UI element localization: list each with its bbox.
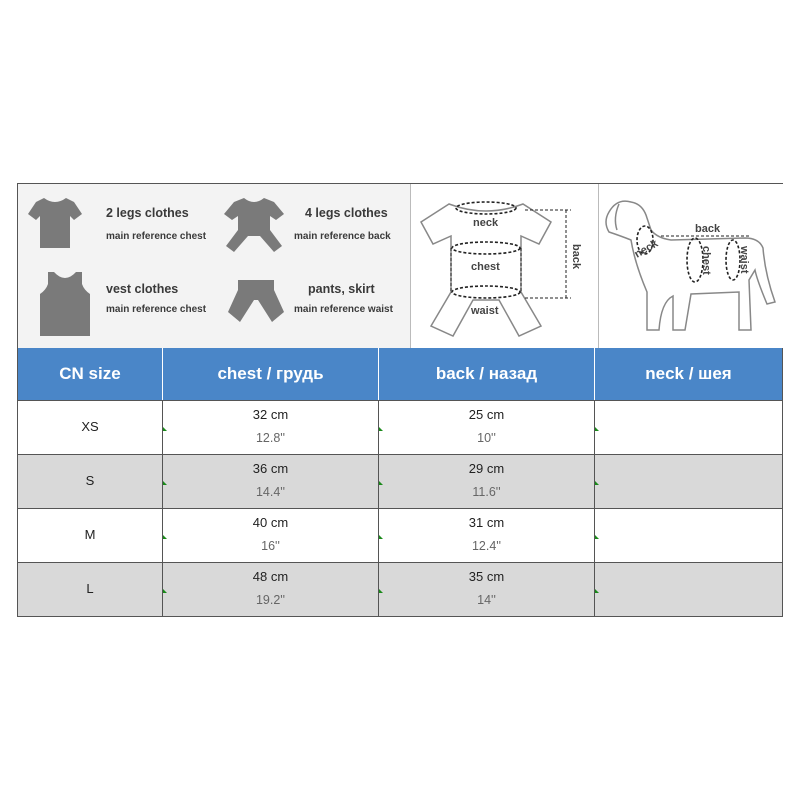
back-inch: 14'' [477, 593, 496, 607]
size-cell: L [86, 581, 94, 596]
cell-marker [595, 589, 599, 593]
chest-cm: 32 cm [252, 407, 289, 422]
neck-label: neck [473, 217, 499, 229]
garment-title: pants, skirt [308, 282, 375, 296]
chest-cm: 36 cm [252, 461, 289, 476]
back-cm: 25 cm [468, 407, 505, 422]
back-label: back [570, 244, 582, 270]
garment-subtitle: main reference chest [106, 231, 207, 242]
header-chest: chest / грудь [163, 348, 379, 400]
chest-label: chest [700, 246, 712, 275]
back-inch: 10'' [477, 431, 496, 445]
dog-diagram-panel [598, 184, 783, 348]
waist-label: waist [738, 246, 750, 274]
back-cm: 35 cm [468, 569, 505, 584]
garment-title: vest clothes [106, 282, 179, 296]
dog-measurement-diagram [599, 184, 783, 348]
chest-label: chest [471, 261, 500, 273]
pants-icon [226, 276, 286, 328]
garment-subtitle: main reference chest [106, 304, 207, 315]
chest-inch: 19.2'' [255, 593, 286, 607]
back-cm: 31 cm [468, 515, 505, 530]
back-cm: 29 cm [468, 461, 505, 476]
garment-subtitle: main reference waist [294, 304, 393, 315]
chest-cm: 48 cm [252, 569, 289, 584]
neck-label: neck [632, 237, 661, 261]
table-row [18, 400, 782, 454]
garment-title: 4 legs clothes [305, 206, 388, 220]
tshirt-icon [26, 194, 84, 252]
back-label: back [695, 223, 721, 235]
garment-subtitle: main reference back [294, 231, 391, 242]
size-chart [17, 183, 783, 617]
back-inch: 11.6'' [472, 485, 501, 499]
header-neck: neck / шея [595, 348, 782, 400]
clothing-diagram-panel [410, 184, 599, 348]
header-back: back / назад [379, 348, 595, 400]
garment-title: 2 legs clothes [106, 206, 189, 220]
chest-cm: 40 cm [252, 515, 289, 530]
measurement-guide-banner [18, 184, 782, 349]
size-cell: XS [81, 419, 99, 434]
chest-inch: 16'' [261, 539, 280, 553]
size-cell: M [84, 527, 96, 542]
chest-inch: 14.4'' [255, 485, 286, 499]
cell-marker [595, 481, 599, 485]
table-row [18, 454, 782, 508]
header-size: CN size [18, 348, 163, 400]
table-row [18, 562, 782, 616]
waist-label: waist [471, 305, 499, 317]
chest-inch: 12.8'' [255, 431, 286, 445]
jumpsuit-icon [222, 194, 286, 256]
size-cell: S [85, 473, 95, 488]
vest-icon [38, 268, 92, 338]
back-inch: 12.4'' [471, 539, 502, 553]
cell-marker [595, 535, 599, 539]
clothing-measurement-diagram [411, 184, 599, 348]
table-row [18, 508, 782, 562]
garment-types-panel [18, 184, 410, 348]
cell-marker [595, 427, 599, 431]
